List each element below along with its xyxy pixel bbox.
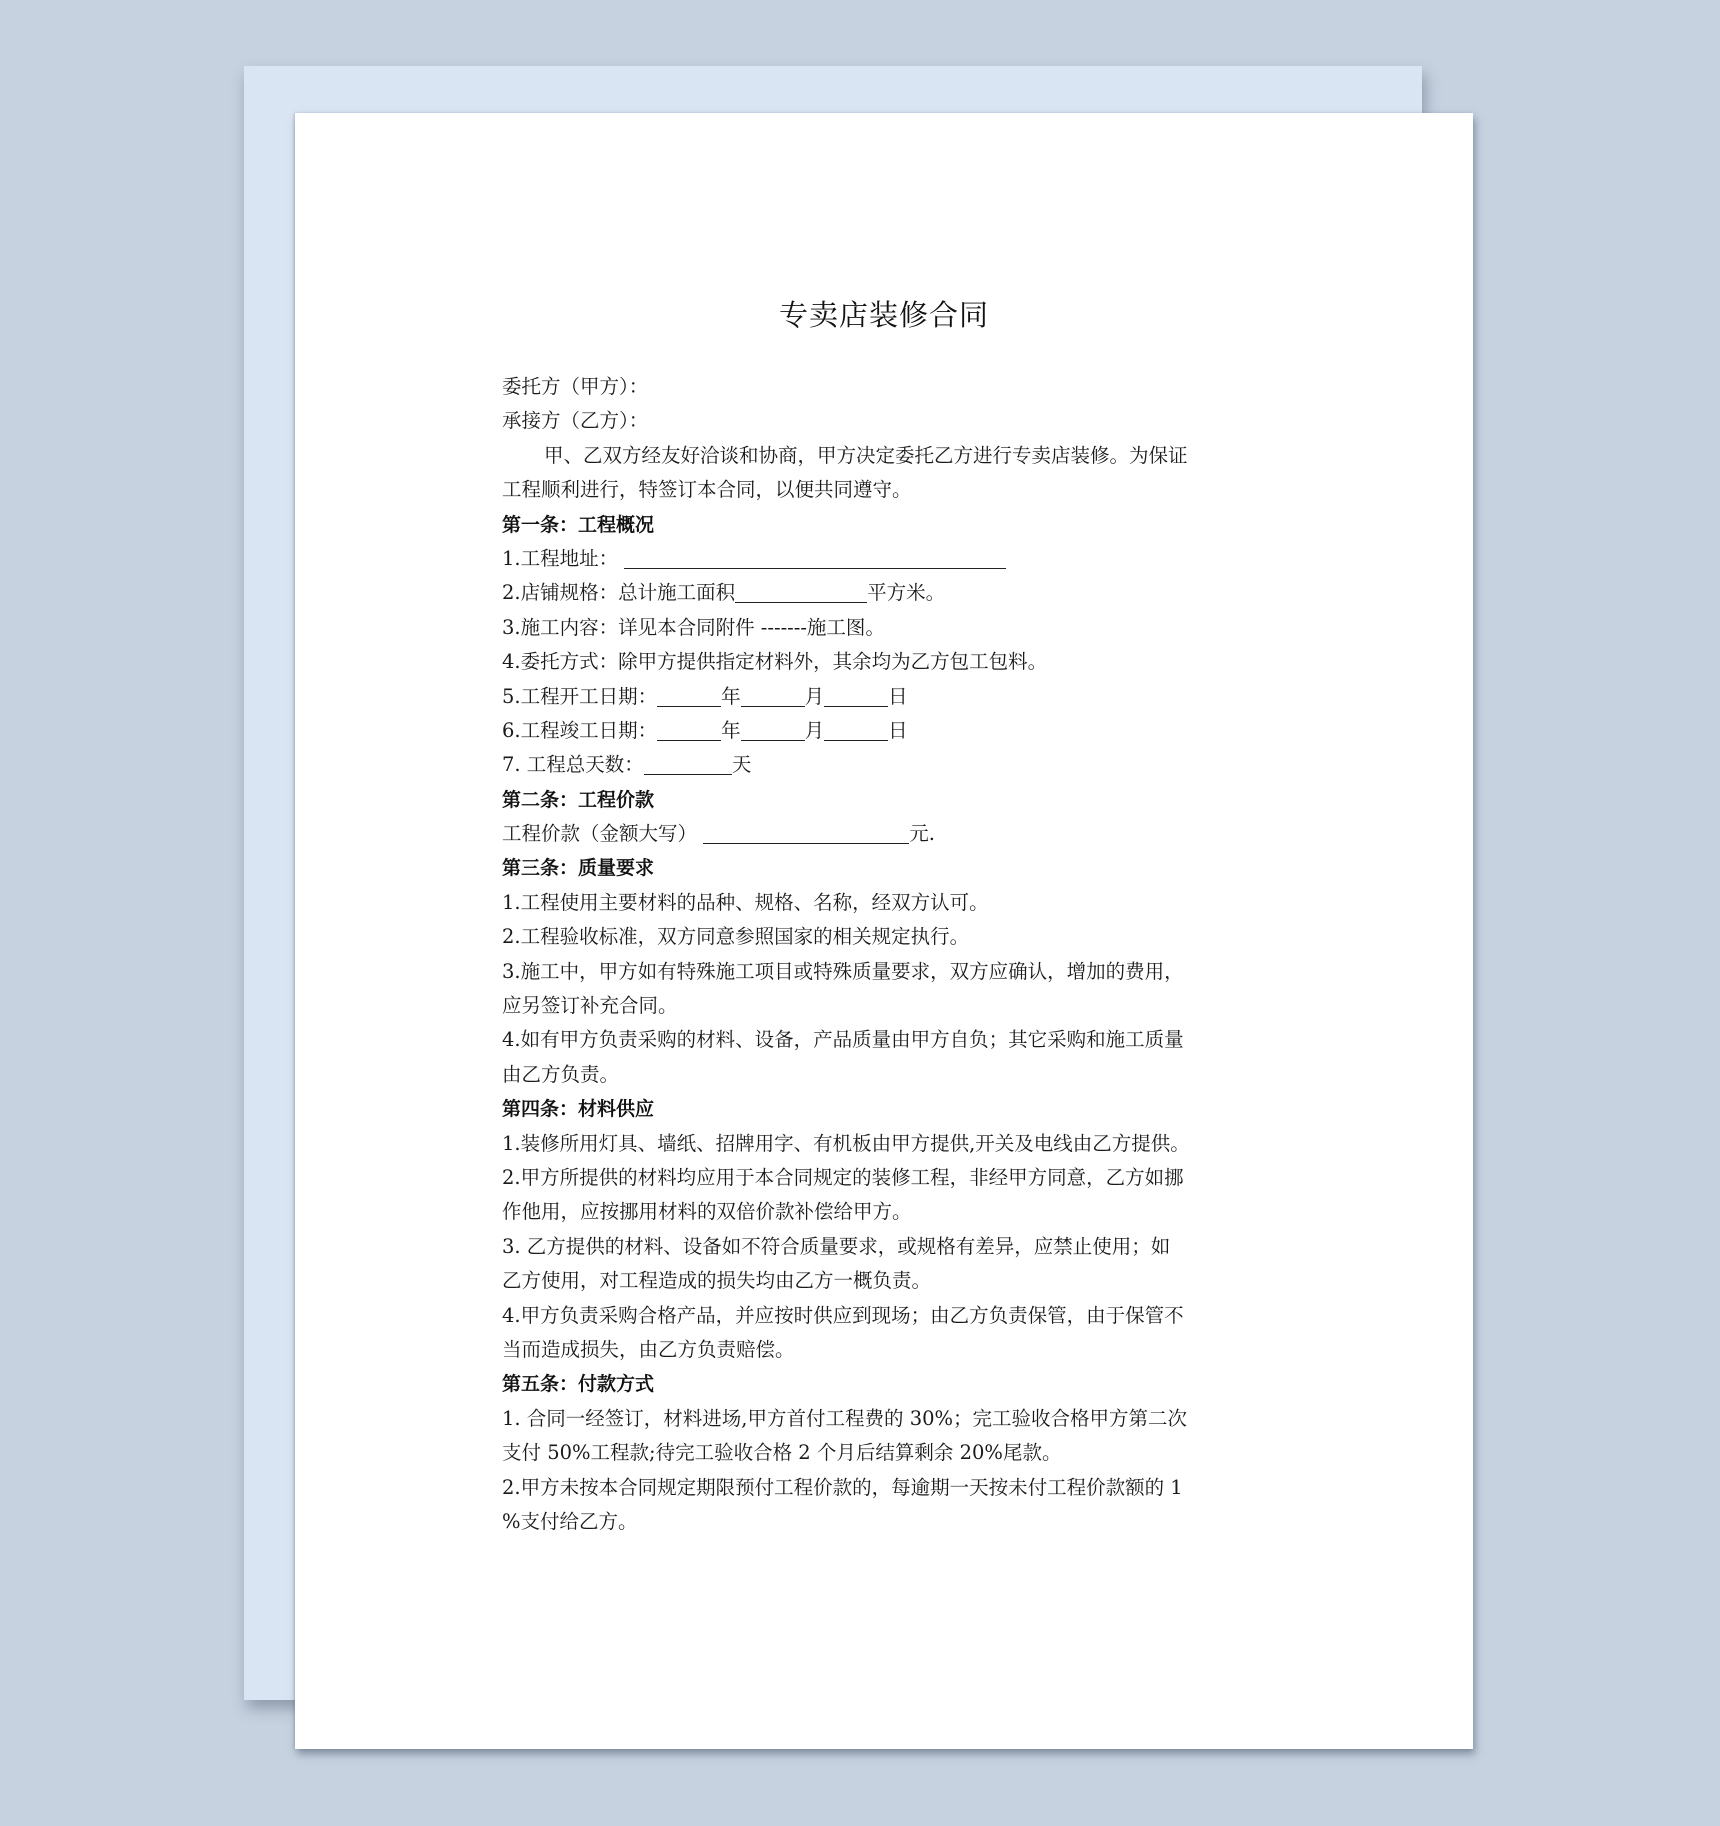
day-label: 日	[888, 684, 908, 708]
party-b-line: 承接方（乙方）：	[502, 409, 649, 433]
article-4-line: 1.装修所用灯具、墙纸、招牌用字、有机板由甲方提供,开关及电线由乙方提供。	[502, 1131, 1190, 1155]
start-month-blank[interactable]	[741, 684, 805, 707]
store-size-line	[502, 576, 1272, 610]
store-area-blank[interactable]	[735, 580, 867, 603]
document-body	[502, 370, 1272, 1539]
construction-content-line: 3.施工内容：详见本合同附件 -------施工图。	[502, 615, 885, 639]
contract-price-label: 工程价款（金额大写）	[502, 822, 698, 846]
article-5-heading: 第五条：付款方式	[502, 1373, 655, 1396]
project-address-line	[502, 542, 1272, 576]
article-4-line: 2.甲方所提供的材料均应用于本合同规定的装修工程，非经甲方同意，乙方如挪	[502, 1165, 1184, 1189]
year-label: 年	[721, 684, 741, 708]
article-5-line: 支付 50%工程款;待完工验收合格 2 个月后结算剩余 20%尾款。	[502, 1441, 1062, 1465]
article-4-line: 作他用，应按挪用材料的双倍价款补偿给甲方。	[502, 1200, 912, 1224]
article-5-line: %支付给乙方。	[502, 1509, 638, 1533]
currency-unit: 元.	[909, 822, 935, 846]
total-days-blank[interactable]	[644, 752, 732, 775]
party-a-line: 委托方（甲方）：	[502, 375, 649, 398]
article-3-line: 应另签订补充合同。	[502, 994, 678, 1018]
start-year-blank[interactable]	[657, 684, 721, 707]
article-3-heading: 第三条：质量要求	[502, 857, 655, 880]
completion-year-blank[interactable]	[657, 718, 721, 741]
store-size-unit: 平方米。	[867, 581, 946, 605]
article-4-heading: 第四条：材料供应	[502, 1098, 655, 1121]
article-4-line: 当而造成损失，由乙方负责赔偿。	[502, 1337, 795, 1361]
days-unit: 天	[731, 753, 752, 777]
month-label: 月	[804, 718, 825, 742]
year-label: 年	[721, 718, 741, 742]
contract-price-line	[502, 817, 1272, 851]
article-4-line: 3. 乙方提供的材料、设备如不符合质量要求，或规格有差异，应禁止使用；如	[502, 1234, 1171, 1258]
document-title: 专卖店装修合同	[778, 298, 989, 332]
document-page	[295, 113, 1473, 1749]
day-label: 日	[888, 718, 908, 742]
store-size-label: 2.店铺规格：总计施工面积	[502, 581, 736, 605]
article-4-line: 乙方使用，对工程造成的损失均由乙方一概负责。	[502, 1269, 932, 1293]
article-5-line: 1. 合同一经签订，材料进场,甲方首付工程费的 30%；完工验收合格甲方第二次	[502, 1406, 1188, 1430]
preamble-line: 甲、乙双方经友好洽谈和协商，甲方决定委托乙方进行专卖店装修。为保证	[544, 443, 1188, 467]
preamble-line: 工程顺利进行，特签订本合同，以便共同遵守。	[502, 478, 912, 502]
article-4-line: 4.甲方负责采购合格产品，并应按时供应到现场；由乙方负责保管，由于保管不	[502, 1303, 1184, 1327]
article-3-line: 1.工程使用主要材料的品种、规格、名称，经双方认可。	[502, 890, 989, 914]
article-3-line: 4.如有甲方负责采购的材料、设备，产品质量由甲方自负；其它采购和施工质量	[502, 1028, 1184, 1052]
completion-day-blank[interactable]	[824, 718, 888, 741]
project-address-label: 1.工程地址：	[502, 546, 619, 570]
completion-date-label: 6.工程竣工日期：	[502, 718, 658, 742]
project-address-blank[interactable]	[624, 546, 1006, 569]
article-5-line: 2.甲方未按本合同规定期限预付工程价款的，每逾期一天按未付工程价款额的 1	[502, 1475, 1183, 1499]
article-3-line: 3.施工中，甲方如有特殊施工项目或特殊质量要求，双方应确认，增加的费用，	[502, 959, 1184, 983]
total-days-label: 7. 工程总天数：	[502, 753, 644, 777]
start-date-label: 5.工程开工日期：	[502, 684, 658, 708]
completion-month-blank[interactable]	[741, 718, 805, 741]
start-date-line	[502, 680, 1272, 714]
total-days-line	[502, 748, 1272, 782]
article-3-line: 由乙方负责。	[502, 1062, 620, 1086]
contract-price-blank[interactable]	[703, 821, 909, 844]
start-day-blank[interactable]	[824, 684, 888, 707]
month-label: 月	[804, 684, 825, 708]
article-3-line: 2.工程验收标准，双方同意参照国家的相关规定执行。	[502, 925, 970, 949]
commission-method-line: 4.委托方式：除甲方提供指定材料外，其余均为乙方包工包料。	[502, 650, 1048, 674]
article-2-heading: 第二条：工程价款	[502, 788, 655, 811]
article-1-heading: 第一条：工程概况	[502, 513, 655, 536]
completion-date-line	[502, 714, 1272, 748]
